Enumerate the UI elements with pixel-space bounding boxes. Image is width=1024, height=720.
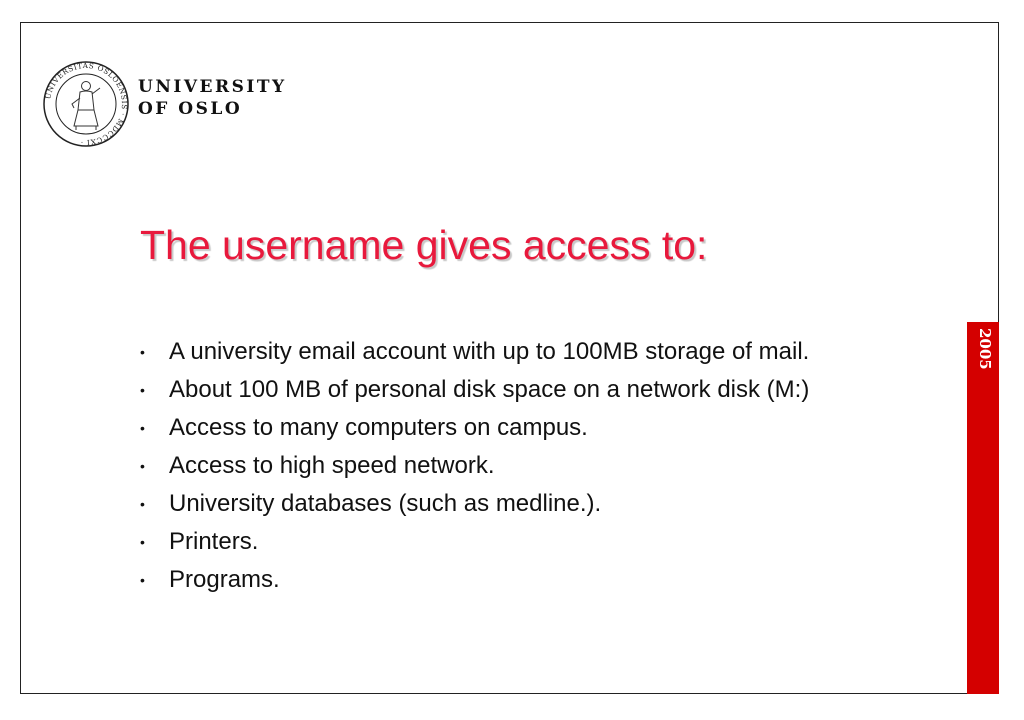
bullet-dot-icon: • [140,458,145,474]
bullet-dot-icon: • [140,572,145,588]
bullet-dot-icon: • [140,420,145,436]
university-seal-logo [42,60,130,148]
bullet-dot-icon: • [140,382,145,398]
bullet-text: Access to many computers on campus. [169,414,588,441]
bullet-item [140,374,930,406]
bullet-text: Printers. [169,528,259,555]
bullet-dot-icon: • [140,496,145,512]
bullet-text: Access to high speed network. [169,452,495,479]
slide-bottom-rule [20,693,999,694]
bullet-dot-icon: • [140,344,145,360]
bullet-text: About 100 MB of personal disk space on a network disk (M:) [169,376,810,403]
bullet-item [140,564,930,596]
bullet-text: University databases (such as medline.). [169,490,602,517]
bullet-item [140,526,930,558]
bullet-item [140,412,930,444]
bullet-list [140,336,930,602]
year-label: 2005 [976,328,994,370]
bullet-text: A university email account with up to 100MB storage of mail. [169,338,810,365]
wordmark-line-2: OF OSLO [138,99,243,119]
bullet-item [140,488,930,520]
bullet-item [140,450,930,482]
slide-title: The username gives access to: [140,222,708,268]
bullet-dot-icon: • [140,534,145,550]
svg-text:UNIVERSITAS OSLOENSIS · MDCCCX: UNIVERSITAS OSLOENSIS · MDCCCXI · [43,60,130,148]
bullet-item [140,336,930,368]
bullet-text: Programs. [169,566,280,593]
wordmark-line-1: UNIVERSITY [138,77,287,97]
university-wordmark [138,76,287,120]
